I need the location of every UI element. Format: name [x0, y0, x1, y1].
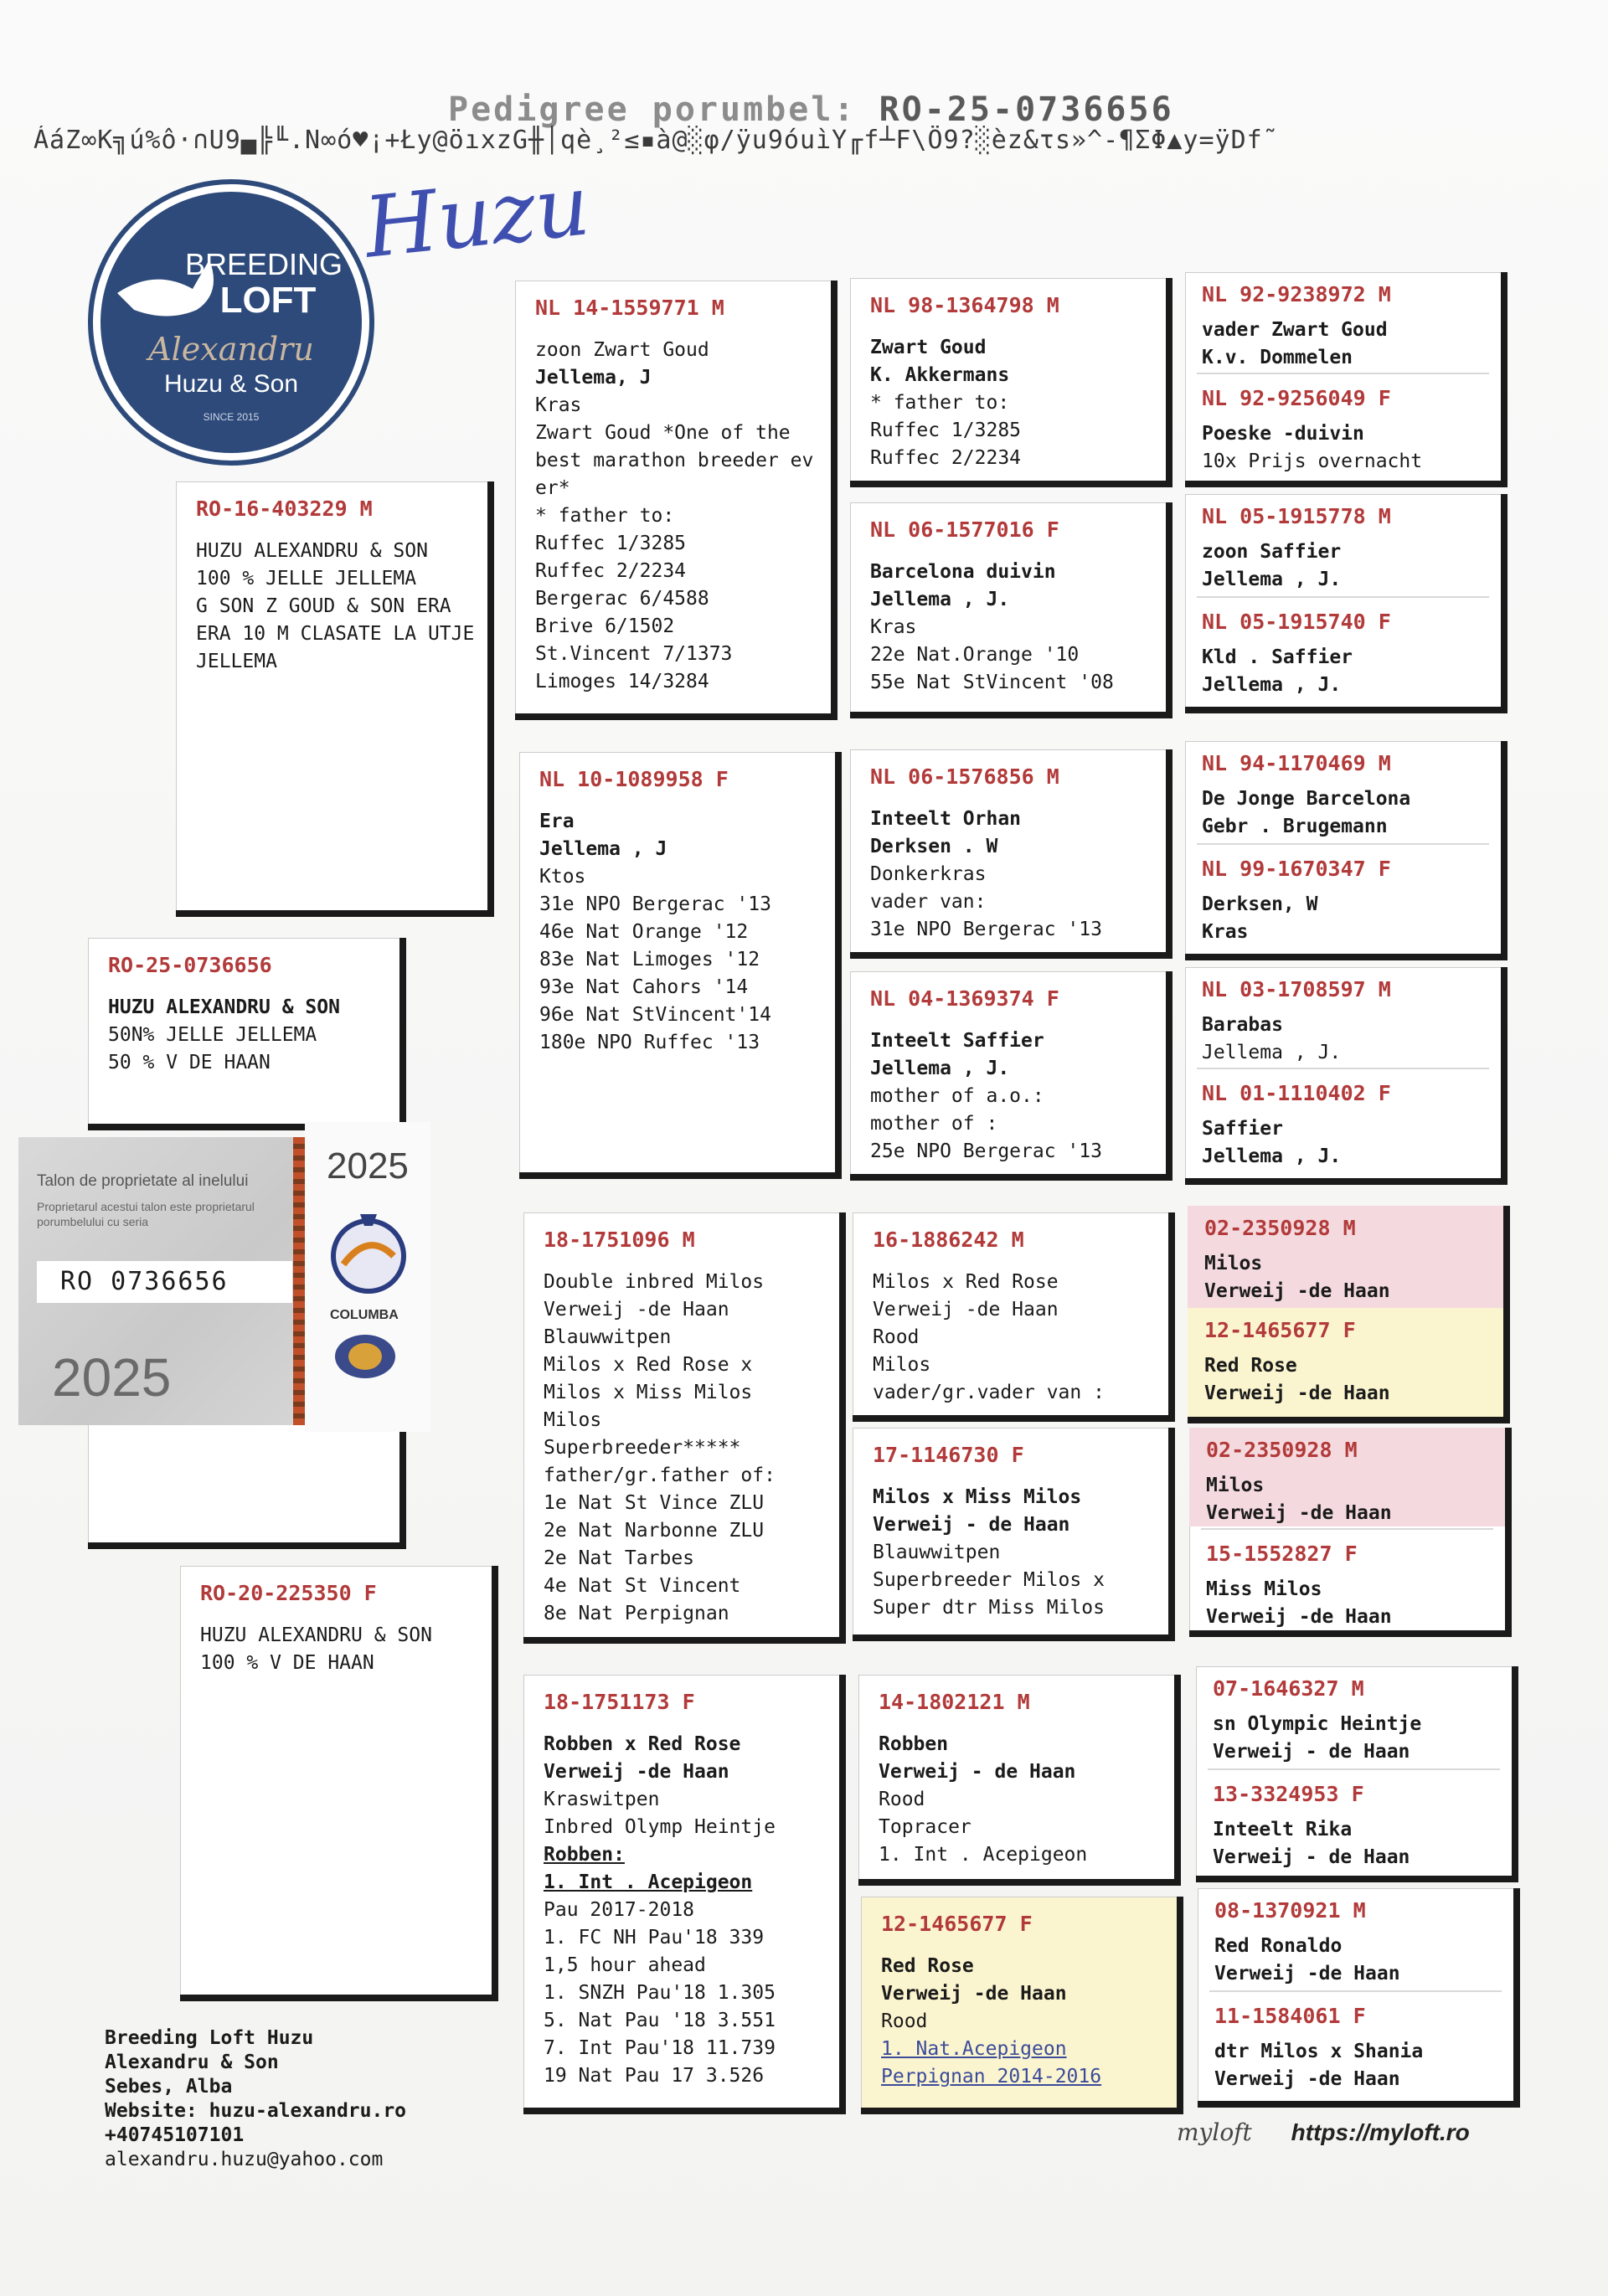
- gen2-line: 4e Nat St Vincent: [544, 1575, 741, 1597]
- gen3-line: Inteelt Orhan: [870, 808, 1022, 830]
- gen2-line: 1. SNZH Pau'18 1.305: [544, 1982, 776, 2004]
- gen3-line: Derksen . W: [870, 836, 998, 857]
- dam-line: HUZU ALEXANDRU & SON: [200, 1624, 432, 1646]
- gen3-ring: NL 06-1577016 F: [870, 517, 1059, 542]
- federation-badge-icon: [332, 1331, 399, 1382]
- gen4-ring: NL 05-1915778 M: [1202, 504, 1391, 528]
- gen3-line: 55e Nat StVincent '08: [870, 672, 1114, 693]
- columba-stamp: [305, 1122, 430, 1432]
- gen3-card-6: [853, 1428, 1175, 1641]
- gen3-line: * father to:: [870, 392, 1010, 414]
- gen2-line: Kras: [535, 394, 582, 416]
- gen3-line: Donkerkras: [870, 863, 987, 885]
- logo-text-breeding: BREEDING: [184, 247, 343, 281]
- gen2-line: Ruffec 2/2234: [535, 560, 687, 582]
- gen2-ring: NL 14-1559771 M: [535, 296, 724, 320]
- gen2-card-1: [515, 281, 838, 720]
- gen2-line: St.Vincent 7/1373: [535, 643, 733, 665]
- gen4-ring: 13-3324953 F: [1213, 1782, 1364, 1806]
- gen2-line: Milos x Miss Milos: [544, 1382, 753, 1403]
- stamp-year: 2025: [327, 1145, 409, 1187]
- gen4-entry: [1189, 1428, 1505, 1526]
- gen2-line: Superbreeder*****: [544, 1437, 741, 1459]
- footer-phone: +40745107101: [105, 2124, 245, 2146]
- gen4-ring: NL 01-1110402 F: [1202, 1081, 1391, 1105]
- gen4-ring: 02-2350928 M: [1204, 1216, 1356, 1240]
- gen4-ring: 02-2350928 M: [1206, 1438, 1358, 1462]
- sticker-title: Talon de proprietate al inelului: [37, 1172, 249, 1190]
- gen3-line: Ruffec 1/3285: [870, 420, 1022, 441]
- handwritten-signature: Huzu: [359, 156, 595, 277]
- myloft-logo: myloft: [1177, 2118, 1252, 2146]
- gen3-card-1: [850, 278, 1172, 487]
- gen2-line: Bergerac 6/4588: [535, 588, 709, 610]
- gen2-line: Robben:: [544, 1844, 625, 1866]
- gen4-entry: [1185, 272, 1501, 372]
- gen2-line: 19 Nat Pau 17 3.526: [544, 2065, 765, 2087]
- gen2-line: 1. Int . Acepigeon: [544, 1871, 753, 1893]
- gen4-ring: 12-1465677 F: [1204, 1318, 1356, 1342]
- gen4-line: Jellema , J.: [1202, 1145, 1342, 1167]
- gen2-line: Jellema, J: [535, 367, 652, 389]
- gen3-line: Rood: [873, 1326, 920, 1348]
- gen4-pair-7: [1196, 1666, 1518, 1882]
- gen2-ring: 18-1751096 M: [544, 1228, 695, 1252]
- gen4-entry: [1196, 1666, 1512, 1766]
- gen3-ring: 12-1465677 F: [881, 1912, 1033, 1936]
- gen2-card-3: [523, 1212, 846, 1644]
- gen2-ring: NL 10-1089958 F: [539, 767, 729, 791]
- gen2-line: Pau 2017-2018: [544, 1899, 695, 1921]
- gen3-ring: NL 98-1364798 M: [870, 293, 1059, 317]
- gen4-entry: [1188, 1308, 1503, 1423]
- gen3-line: 25e NPO Bergerac '13: [870, 1140, 1102, 1162]
- gen2-line: 1e Nat St Vince ZLU: [544, 1492, 765, 1514]
- gen3-card-4: [850, 971, 1172, 1181]
- gen4-line: Verweij -de Haan: [1204, 1382, 1390, 1404]
- gen2-line: Brive 6/1502: [535, 615, 675, 637]
- gen2-line: Robben x Red Rose: [544, 1733, 741, 1755]
- gen4-line: Gebr . Brugemann: [1202, 816, 1388, 837]
- gen4-ring: NL 94-1170469 M: [1202, 751, 1391, 775]
- gen4-line: dtr Milos x Shania: [1214, 2041, 1424, 2062]
- gen3-line: Inteelt Saffier: [870, 1030, 1044, 1052]
- gen3-line: Superbreeder Milos x: [873, 1569, 1105, 1591]
- gen4-line: Barabas: [1202, 1014, 1283, 1036]
- gen4-line: Milos: [1206, 1475, 1265, 1496]
- gen2-line: Kraswitpen: [544, 1789, 660, 1810]
- gen3-card-8: [861, 1897, 1183, 2114]
- gen2-line: Zwart Goud *One of the: [535, 422, 791, 444]
- ring-ownership-sticker: [18, 1137, 305, 1425]
- gen3-card-5: [853, 1212, 1175, 1422]
- sticker-year: 2025: [52, 1347, 172, 1408]
- sire-line: JELLEMA: [196, 651, 277, 672]
- gen4-line: 10x Prijs overnacht: [1202, 450, 1423, 472]
- gen4-line: Jellema , J.: [1202, 674, 1342, 696]
- gen2-line: 180e NPO Ruffec '13: [539, 1032, 760, 1053]
- gen4-entry: [1185, 967, 1501, 1067]
- subject-card-lower: [88, 1423, 406, 1549]
- gen3-line: Rood: [879, 1789, 925, 1810]
- subject-ring: RO-25-0736656: [108, 953, 272, 977]
- columba-emblem-icon: [327, 1206, 410, 1306]
- gen2-line: Ruffec 1/3285: [535, 533, 687, 554]
- gen4-line: Inteelt Rika: [1213, 1819, 1353, 1840]
- gen4-entry: [1185, 600, 1501, 699]
- gen2-line: Double inbred Milos: [544, 1271, 765, 1293]
- gen4-line: Red Rose: [1204, 1355, 1297, 1377]
- gen2-line: 2e Nat Narbonne ZLU: [544, 1520, 765, 1542]
- gen2-line: * father to:: [535, 505, 675, 527]
- gen2-line: Limoges 14/3284: [535, 671, 709, 692]
- gen2-line: 83e Nat Limoges '12: [539, 949, 760, 970]
- gen4-entry: [1189, 1532, 1505, 1631]
- gen4-ring: NL 92-9256049 F: [1202, 386, 1391, 410]
- dam-line: 100 % V DE HAAN: [200, 1652, 374, 1674]
- dam-ring: RO-20-225350 F: [200, 1581, 377, 1605]
- divider: [1208, 1768, 1500, 1770]
- breeding-loft-logo: [84, 176, 379, 469]
- sire-line: G SON Z GOUD & SON ERA: [196, 595, 451, 617]
- gen3-line: 1. Int . Acepigeon: [879, 1844, 1088, 1866]
- sire-card: [176, 481, 494, 917]
- gen3-line: K. Akkermans: [870, 364, 1010, 386]
- gen2-line: Jellema , J: [539, 838, 667, 860]
- gen2-line: 1. FC NH Pau'18 339: [544, 1927, 765, 1949]
- gen2-line: best marathon breeder ev: [535, 450, 814, 471]
- gen3-line: Perpignan 2014-2016: [881, 2066, 1102, 2088]
- gen4-line: Miss Milos: [1206, 1578, 1322, 1600]
- gen3-card-3: [850, 749, 1172, 959]
- gen4-line: zoon Saffier: [1202, 541, 1342, 563]
- gen2-line: Milos: [544, 1409, 602, 1431]
- footer-line: Alexandru & Son: [105, 2051, 279, 2073]
- gen3-ring: NL 06-1576856 M: [870, 764, 1059, 789]
- logo-text-since: SINCE 2015: [203, 411, 260, 423]
- gen2-line: Ktos: [539, 866, 586, 888]
- gen2-line: Verweij -de Haan: [544, 1299, 729, 1320]
- gen2-line: Verweij -de Haan: [544, 1761, 729, 1783]
- gen3-line: Barcelona duivin: [870, 561, 1056, 583]
- gen4-ring: NL 03-1708597 M: [1202, 977, 1391, 1001]
- gen3-line: Verweij - de Haan: [879, 1761, 1076, 1783]
- gen4-pair-2: [1185, 494, 1508, 713]
- sire-line: ERA 10 M CLASATE LA UTJE: [196, 623, 475, 645]
- gen2-line: 96e Nat StVincent'14: [539, 1004, 771, 1026]
- gen3-line: Verweij -de Haan: [881, 1983, 1067, 2005]
- gen4-entry: [1198, 1888, 1513, 1988]
- logo-text-loft: LOFT: [219, 280, 317, 321]
- gen2-line: 5. Nat Pau '18 3.551: [544, 2010, 776, 2031]
- gen2-line: 1,5 hour ahead: [544, 1954, 706, 1976]
- title-ring: RO-25-0736656: [879, 90, 1174, 129]
- gen3-line: 31e NPO Bergerac '13: [870, 919, 1102, 940]
- divider: [1197, 843, 1489, 845]
- footer-line: Breeding Loft Huzu: [105, 2027, 314, 2049]
- gen3-line: Blauwwitpen: [873, 1542, 1001, 1563]
- gen3-line: Milos: [873, 1354, 931, 1376]
- gen4-line: Verweij - de Haan: [1213, 1846, 1410, 1868]
- gen4-entry: [1198, 1994, 1513, 2093]
- gen2-line: Inbred Olymp Heintje: [544, 1816, 776, 1838]
- gen3-line: Jellema , J.: [870, 1058, 1010, 1079]
- gen3-line: Robben: [879, 1733, 949, 1755]
- gen4-ring: NL 05-1915740 F: [1202, 610, 1391, 634]
- myloft-branding: [1177, 2118, 1470, 2146]
- gen3-ring: 14-1802121 M: [879, 1690, 1030, 1714]
- divider: [1197, 373, 1489, 374]
- sire-line: HUZU ALEXANDRU & SON: [196, 540, 428, 562]
- subject-line: 50N% JELLE JELLEMA: [108, 1024, 317, 1046]
- gen2-line: Blauwwitpen: [544, 1326, 672, 1348]
- gen2-line: Milos x Red Rose x: [544, 1354, 753, 1376]
- subject-line: 50 % V DE HAAN: [108, 1052, 271, 1073]
- gen4-entry: [1185, 494, 1501, 594]
- gen4-line: Poeske -duivin: [1202, 423, 1364, 445]
- gen3-line: Milos x Miss Milos: [873, 1486, 1082, 1508]
- gen3-line: mother of a.o.:: [870, 1085, 1044, 1107]
- gen4-line: Verweij -de Haan: [1206, 1606, 1392, 1628]
- gen3-line: vader van:: [870, 891, 987, 913]
- gen3-ring: NL 04-1369374 F: [870, 986, 1059, 1011]
- footer-email[interactable]: alexandru.huzu@yahoo.com: [105, 2149, 384, 2170]
- gen3-line: Ruffec 2/2234: [870, 447, 1022, 469]
- sire-ring: RO-16-403229 M: [196, 497, 373, 521]
- gen4-line: Verweij -de Haan: [1214, 1963, 1400, 1985]
- gen2-line: Era: [539, 811, 575, 832]
- gen4-line: Jellema , J.: [1202, 569, 1342, 590]
- gen3-line: Verweij - de Haan: [873, 1514, 1070, 1536]
- gen3-line: Jellema , J.: [870, 589, 1010, 610]
- footer-website[interactable]: Website: huzu-alexandru.ro: [105, 2100, 407, 2122]
- gen4-pair-5: [1188, 1206, 1510, 1423]
- stamp-brand: COLUMBA: [330, 1308, 399, 1322]
- sire-line: 100 % JELLE JELLEMA: [196, 568, 417, 589]
- gen3-line: 1. Nat.Acepigeon: [881, 2038, 1067, 2060]
- gen3-card-7: [858, 1675, 1181, 1886]
- gen3-line: Milos x Red Rose: [873, 1271, 1059, 1293]
- title-label: Pedigree porumbel:: [448, 90, 857, 129]
- divider: [1197, 1068, 1489, 1069]
- gen2-line: 8e Nat Perpignan: [544, 1603, 729, 1624]
- page-title: [448, 90, 1174, 129]
- gen4-line: Kld . Saffier: [1202, 646, 1353, 668]
- subject-card: [88, 938, 406, 1130]
- gen2-line: 31e NPO Bergerac '13: [539, 893, 771, 915]
- gen3-line: Verweij -de Haan: [873, 1299, 1059, 1320]
- gen2-line: father/gr.father of:: [544, 1465, 776, 1486]
- dam-card: [180, 1566, 498, 2001]
- gen2-line: 46e Nat Orange '12: [539, 921, 749, 943]
- divider: [1201, 1528, 1493, 1530]
- gen4-line: Saffier: [1202, 1118, 1283, 1140]
- gen4-line: Verweij -de Haan: [1214, 2068, 1400, 2090]
- gen4-ring: NL 92-9238972 M: [1202, 282, 1391, 306]
- gen4-entry: [1185, 741, 1501, 841]
- sticker-subtitle: Proprietarul acestui talon este proprietarul porumbelului cu seria: [37, 1200, 255, 1228]
- gen3-line: Red Rose: [881, 1955, 974, 1977]
- gen4-line: Verweij -de Haan: [1206, 1502, 1392, 1524]
- gen4-entry: [1188, 1206, 1503, 1308]
- gen4-entry: [1185, 376, 1501, 476]
- gen4-ring: 07-1646327 M: [1213, 1676, 1364, 1701]
- gen4-pair-4: [1185, 967, 1508, 1185]
- gen3-line: mother of :: [870, 1113, 998, 1135]
- gen3-line: Kras: [870, 616, 917, 638]
- gen2-line: zoon Zwart Goud: [535, 339, 709, 361]
- gen4-line: Verweij -de Haan: [1204, 1280, 1390, 1302]
- garbled-print-line: ÁáZ∞K╗ú%ô·∩U9▄╠╙.N∞ó♥¡+Ły@öıxzG╫│qè¸²≤▪à@░φ/ÿu9óuìY╓f┴F\Ö9?░èz&τs»^-¶ΣΦ▲y=ÿDf˜: [34, 126, 1279, 155]
- gen4-line: Derksen, W: [1202, 893, 1318, 915]
- gen3-line: 22e Nat.Orange '10: [870, 644, 1080, 666]
- gen4-line: K.v. Dommelen: [1202, 347, 1353, 368]
- gen3-line: Topracer: [879, 1816, 972, 1838]
- gen4-pair-3: [1185, 741, 1508, 960]
- gen4-pair-1: [1185, 272, 1508, 487]
- logo-text-huzu: Huzu & Son: [163, 370, 299, 398]
- gen4-entry: [1185, 1071, 1501, 1171]
- gen4-line: De Jonge Barcelona: [1202, 788, 1411, 810]
- gen4-ring: 08-1370921 M: [1214, 1898, 1366, 1923]
- gen4-ring: 15-1552827 F: [1206, 1542, 1358, 1566]
- subject-line: HUZU ALEXANDRU & SON: [108, 996, 340, 1018]
- gen4-pair-6: [1189, 1428, 1512, 1637]
- gen4-ring: NL 99-1670347 F: [1202, 857, 1391, 881]
- gen4-line: Jellema , J.: [1202, 1042, 1342, 1063]
- gen3-ring: 17-1146730 F: [873, 1443, 1024, 1467]
- logo-text-alexandru: Alexandru: [148, 331, 314, 368]
- gen2-line: er*: [535, 477, 570, 499]
- footer-line: Sebes, Alba: [105, 2076, 233, 2098]
- gen4-line: Kras: [1202, 921, 1249, 943]
- sticker-rope-border: [293, 1137, 305, 1425]
- gen3-line: vader/gr.vader van :: [873, 1382, 1105, 1403]
- gen4-line: Verweij - de Haan: [1213, 1741, 1410, 1763]
- breeder-contact: [105, 2026, 406, 2172]
- gen2-line: 7. Int Pau'18 11.739: [544, 2037, 776, 2059]
- divider: [1197, 596, 1489, 598]
- gen4-ring: 11-1584061 F: [1214, 2004, 1366, 2028]
- gen3-line: Rood: [881, 2010, 928, 2032]
- gen2-line: 2e Nat Tarbes: [544, 1547, 695, 1569]
- gen3-line: Super dtr Miss Milos: [873, 1597, 1105, 1619]
- gen2-card-4: [523, 1675, 846, 2114]
- gen4-pair-8: [1198, 1888, 1520, 2108]
- gen3-ring: 16-1886242 M: [873, 1228, 1024, 1252]
- gen4-entry: [1185, 847, 1501, 946]
- sticker-ring-number: RO 0736656: [37, 1261, 292, 1303]
- divider: [1209, 1990, 1502, 1992]
- gen4-line: Milos: [1204, 1253, 1263, 1274]
- myloft-link[interactable]: https://myloft.ro: [1291, 2119, 1470, 2145]
- gen4-line: sn Olympic Heintje: [1213, 1713, 1422, 1735]
- gen3-card-2: [850, 502, 1172, 718]
- gen3-line: Zwart Goud: [870, 337, 987, 358]
- gen2-card-2: [519, 752, 842, 1179]
- gen2-ring: 18-1751173 F: [544, 1690, 695, 1714]
- gen4-entry: [1196, 1772, 1512, 1871]
- gen2-line: 93e Nat Cahors '14: [539, 976, 749, 998]
- gen4-line: vader Zwart Goud: [1202, 319, 1388, 341]
- gen4-line: Red Ronaldo: [1214, 1935, 1343, 1957]
